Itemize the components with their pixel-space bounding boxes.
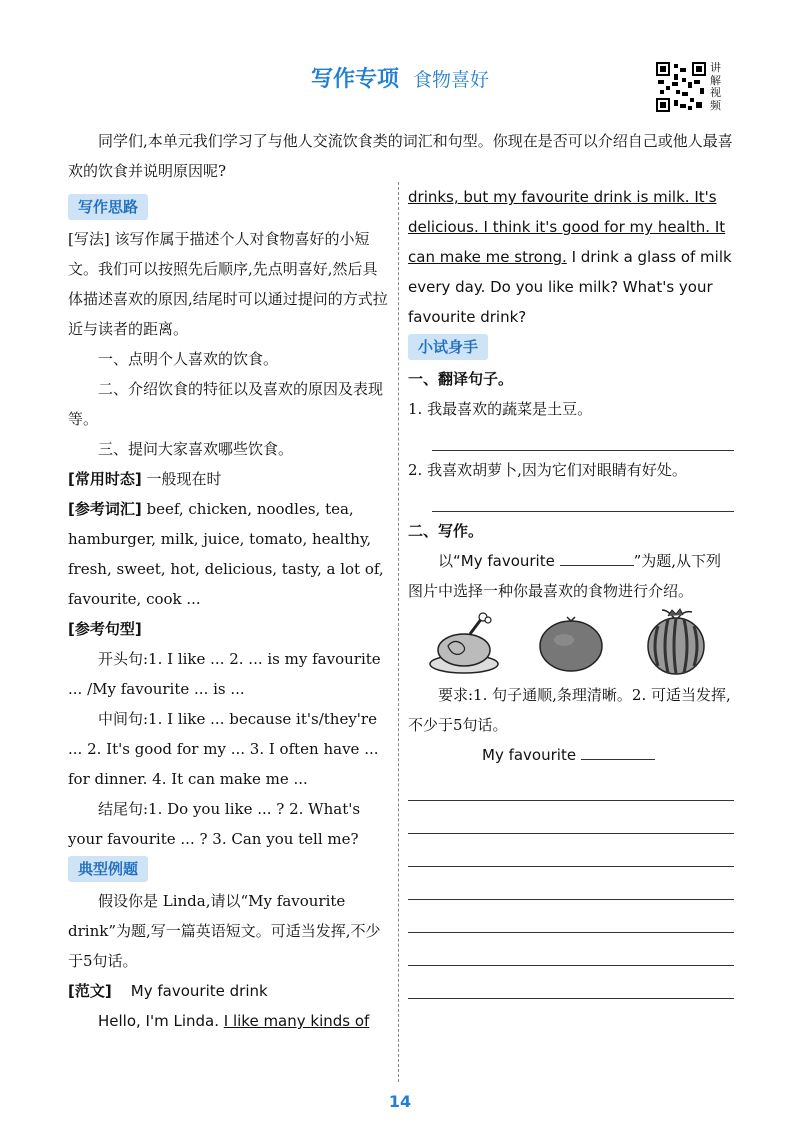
column-divider <box>398 182 399 1082</box>
answer-line-2[interactable] <box>432 485 734 512</box>
question-2: 2. 我喜欢胡萝卜,因为它们对眼睛有好处。 <box>408 461 687 479</box>
writing-heading: 二、写作。 <box>408 522 484 540</box>
vocab-paragraph: [参考词汇] beef, chicken, noodles, tea, hamburger, milk, juice, tomato, healthy, fresh, sweet, hot, delicious, tasty, a lot of, favourite, cook ... <box>68 500 384 608</box>
section-tag-practice: 小试身手 <box>408 334 488 360</box>
food-pictures <box>408 606 734 680</box>
writing-line-7[interactable] <box>408 972 734 999</box>
roast-chicken-icon <box>426 610 506 676</box>
method-paragraph: [写法] 该写作属于描述个人对食物喜好的小短文。我们可以按照先后顺序,先点明喜好,然后具体描述喜欢的原因,结尾时可以通过提问的方式拉近与读者的距离。 <box>68 230 388 338</box>
section-tag-writing-idea: 写作思路 <box>68 194 148 220</box>
page-subtitle: 食物喜好 <box>413 69 490 91</box>
page-title: 写作专项 食物喜好 <box>310 67 490 92</box>
tense-line: [常用时态] 一般现在时 <box>68 470 222 488</box>
qr-code-icon[interactable] <box>656 62 706 112</box>
opening-sentences: 开头句:1. I like ... 2. ... is my favourite ... /My favourite ... is ... <box>68 650 381 698</box>
step-2: 二、介绍饮食的特征以及喜欢的原因及表现等。 <box>68 380 384 428</box>
qr-label: 讲解视频 <box>710 61 721 112</box>
page-number: 14 <box>388 1092 412 1111</box>
middle-sentences: 中间句:1. I like ... because it's/they're ... 2. It's good for my ... 3. I often have ... for dinner. 4. It can make me ... <box>68 710 379 788</box>
requirements: 要求:1. 句子通顺,条理清晰。2. 可适当发挥,不少于5句话。 <box>408 686 731 734</box>
writing-line-1[interactable] <box>408 774 734 801</box>
step-1: 一、点明个人喜欢的饮食。 <box>98 350 279 368</box>
model-text-continued: drinks, but my favourite drink is milk. It's delicious. I think it's good for my health. It can make me strong. I drink a glass of milk every day. Do you like milk? What's your favourite drink? <box>408 188 732 326</box>
answer-line-1[interactable] <box>432 424 734 451</box>
ending-sentences: 结尾句:1. Do you like ... ? 2. What's your favourite ... ? 3. Can you tell me? <box>68 800 361 848</box>
translate-heading: 一、翻译句子。 <box>408 370 514 388</box>
answer-title-line: My favourite <box>408 740 734 770</box>
title-blank[interactable] <box>560 549 634 566</box>
section-tag-example: 典型例题 <box>68 856 148 882</box>
intro-paragraph: 同学们,本单元我们学习了与他人交流饮食类的词汇和句型。你现在是否可以介绍自己或他人最喜欢的饮食并说明原因呢? <box>68 132 733 180</box>
writing-line-3[interactable] <box>408 840 734 867</box>
writing-line-5[interactable] <box>408 906 734 933</box>
writing-line-4[interactable] <box>408 873 734 900</box>
example-prompt: 假设你是 Linda,请以“My favourite drink”为题,写一篇英语短文。可适当发挥,不少于5句话。 <box>68 892 381 970</box>
writing-task: 以“My favourite ”为题,从下列图片中选择一种你最喜欢的食物进行介绍。 <box>408 546 734 606</box>
right-column <box>408 182 734 999</box>
watermelon-icon <box>638 606 714 678</box>
model-text-start: Hello, I'm Linda. I like many kinds of <box>98 1012 370 1030</box>
left-column <box>68 192 388 1036</box>
writing-line-2[interactable] <box>408 807 734 834</box>
question-1: 1. 我最喜欢的蔬菜是土豆。 <box>408 400 593 418</box>
writing-line-6[interactable] <box>408 939 734 966</box>
model-title-line: [范文] My favourite drink <box>68 982 268 1000</box>
sentence-label: [参考句型] <box>68 620 142 638</box>
step-3: 三、提问大家喜欢哪些饮食。 <box>98 440 294 458</box>
tomato-icon <box>536 612 606 674</box>
answer-title-blank[interactable] <box>581 743 655 760</box>
